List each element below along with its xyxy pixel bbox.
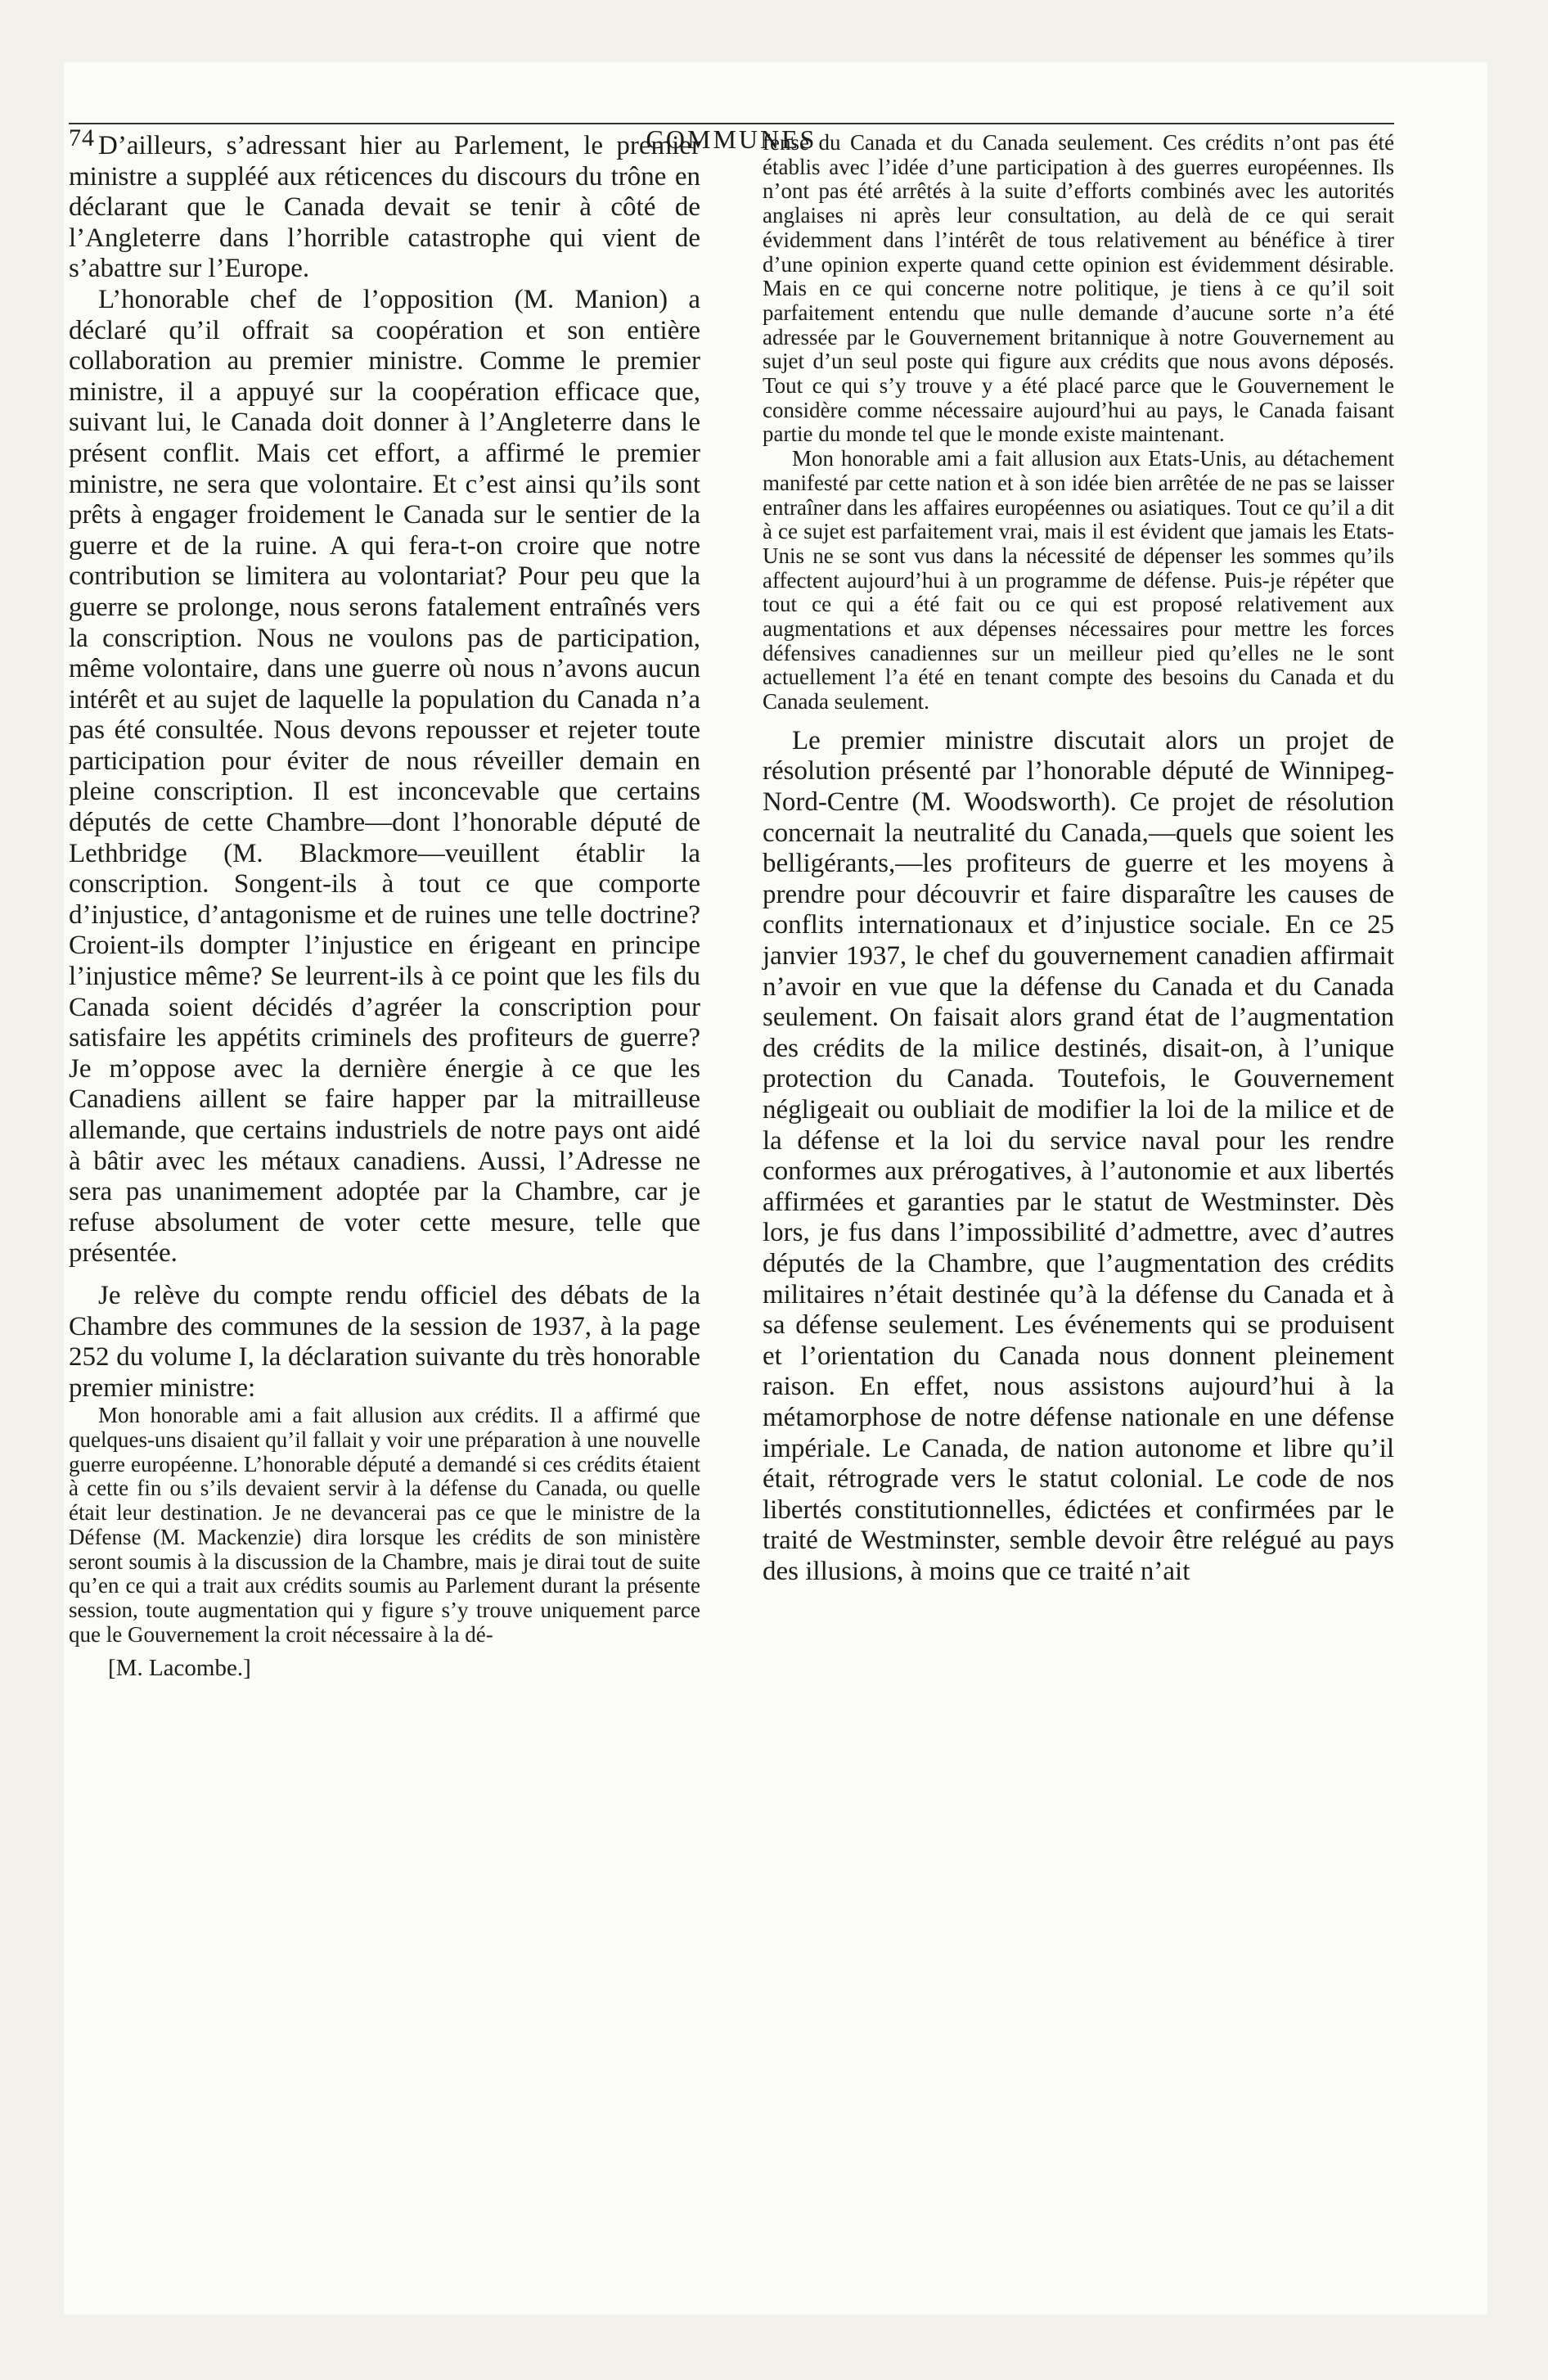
speaker-attribution: [M. Lacombe.] xyxy=(108,1655,251,1682)
block-quotation-continued: fense du Canada et du Canada seulement. Ces crédits n’ont pas été établis avec l’idée d’une participation à des guerres européennes. Ils n’ont pas été arrêtés à la suite d’efforts combinés avec les autorités anglaises ni après leur consultation, au delà de ce qui serait évidemment dans l’intérêt de tous relativement au bénéfice à tirer d’une opinion experte quand cette opinion est évidemment désirable. Mais en ce qui concerne notre politique, je tiens à ce qu’il soit parfaitement entendu que nulle demande d’aucune sorte n’a été adressée par le Gouvernement britannique à notre Gouvernement au sujet d’un seul poste qui figure aux crédits que nous avons déposés. Tout ce qui s’y trouve y a été placé parce que le Gouvernement le considère comme nécessaire aujourd’hui au pays, le Canada faisant partie du monde tel que le monde existe maintenant. xyxy=(763,130,1394,447)
page-number: 74 xyxy=(69,124,95,151)
block-quotation: Mon honorable ami a fait allusion aux crédits. Il a affirmé que quelques-uns disaient qu’il fallait y voir une préparation à une nouvelle guerre européenne. L’honorable député a demandé si ces crédits étaient à cette fin ou s’ils devaient servir à la défense du Canada, ou quelle était leur destination. Je ne devancerai pas ce que le ministre de la Défense (M. Mackenzie) dira lorsque les crédits de son ministère seront soumis à la discussion de la Chambre, mais je dirai tout de suite qu’en ce qui a trait aux crédits soumis au Parlement durant la présente session, toute augmentation qui y figure s’y trouve uniquement parce que le Gouvernement la croit nécessaire à la dé- xyxy=(69,1403,700,1647)
block-quotation-continued: Mon honorable ami a fait allusion aux Etats-Unis, au détachement manifesté par cette nation et à son idée bien arrêtée de ne pas se laisser entraîner dans les affaires européennes ou asiatiques. Tout ce qu’il a dit à ce sujet est parfaitement vrai, mais il est évident que jamais les Etats-Unis ne se sont vus dans la nécessité de dépenser les sommes qu’ils affectent aujourd’hui à un programme de défense. Puis-je répéter que tout ce qui a été fait ou ce qui est proposé relativement aux augmentations et aux dépenses nécessaires pour mettre les forces défensives canadiennes sur un meilleur pied qu’elles ne le sont actuellement l’a été en tenant compte des besoins du Canada et du Canada seulement. xyxy=(763,446,1394,714)
paragraph: D’ailleurs, s’adressant hier au Parlement, le premier ministre a suppléé aux réticences du discours du trône en déclarant que le Canada devait se tenir à côté de l’Angleterre dans l’horrible catastrophe qui vient de s’abattre sur l’Europe. xyxy=(69,131,700,284)
paragraph: Le premier ministre discutait alors un projet de résolution présenté par l’honorable député de Winnipeg-Nord-Centre (M. Woodsworth). Ce projet de résolution concernait la neutralité du Canada,—quels que soient les belligérants,—les profiteurs de guerre et les moyens à prendre pour découvrir et faire disparaître les causes de conflits internationaux et d’injustice sociale. En ce 25 janvier 1937, le chef du gouvernement canadien affirmait n’avoir en vue que la défense du Canada et du Canada seulement. On faisait alors grand état de l’augmentation des crédits de la milice destinés, disait-on, à l’unique protection du Canada. Toutefois, le Gouvernement négligeait ou oubliait de modifier la loi de la milice et de la défense et la loi du service naval pour les rendre conformes aux prérogatives, à l’autonomie et aux libertés affirmées et garanties par le statut de Westminster. Dès lors, je fus dans l’impossibilité d’admettre, avec d’autres députés de la Chambre, que l’augmentation des crédits militaires n’était destinée qu’à la défense du Canada et à sa défense seulement. Les événements qui se produisent et l’orientation du Canada nous donnent pleinement raison. En effet, nous assistons aujourd’hui à la métamorphose de notre défense nationale en une défense impériale. Le Canada, de nation autonome et libre qu’il était, rétrograde vers le statut colonial. Le code de nos libertés constitutionnelles, édictées et confirmées par le traité de Westminster, semble devoir être relégué au pays des illusions, à moins que ce traité n’ait xyxy=(763,725,1394,1586)
paragraph: Je relève du compte rendu officiel des débats de la Chambre des communes de la session de 1937, à la page 252 du volume I, la déclaration suivante du très honorable premier ministre: xyxy=(69,1280,700,1403)
left-column xyxy=(69,131,700,1683)
running-head: COMMUNES xyxy=(646,124,817,154)
page-header xyxy=(69,74,1394,154)
right-column xyxy=(763,131,1394,1588)
header-rule xyxy=(69,123,1394,124)
paragraph: L’honorable chef de l’opposition (M. Manion) a déclaré qu’il offrait sa coopération et son entière collaboration au premier ministre. Comme le premier ministre, il a appuyé sur la coopération efficace que, suivant lui, le Canada doit donner à l’Angleterre dans le présent conflit. Mais cet effort, a affirmé le premier ministre, ne sera que volontaire. Et c’est ainsi qu’ils sont prêts à engager froidement le Canada sur le sentier de la guerre et de la ruine. A qui fera-t-on croire que notre contribution se limitera au volontariat? Pour peu que la guerre se prolonge, nous serons fatalement entraînés vers la conscription. Nous ne voulons pas de participation, même volontaire, dans une guerre où nous n’avons aucun intérêt et au sujet de laquelle la population du Canada n’a pas été consultée. Nous devons repousser et rejeter toute participation pour éviter de nous réveiller demain en pleine conscription. Il est inconcevable que certains députés de cette Chambre—dont l’honorable député de Lethbridge (M. Blackmore—veuillent établir la conscription. Songent-ils à tout ce que comporte d’injustice, d’antagonisme et de ruines une telle doctrine? Croient-ils dompter l’injustice en érigeant en principe l’injustice même? Se leurrent-ils à ce point que les fils du Canada soient décidés d’agréer la conscription pour satisfaire les appétits criminels des profiteurs de guerre? Je m’oppose avec la dernière énergie à ce que les Canadiens aillent se faire happer par la mitrailleuse allemande, que certains industriels de notre pays ont aidé à bâtir avec les métaux canadiens. Aussi, l’Adresse ne sera pas unanimement adoptée par la Chambre, car je refuse absolument de voter cette mesure, telle que présentée. xyxy=(69,284,700,1269)
